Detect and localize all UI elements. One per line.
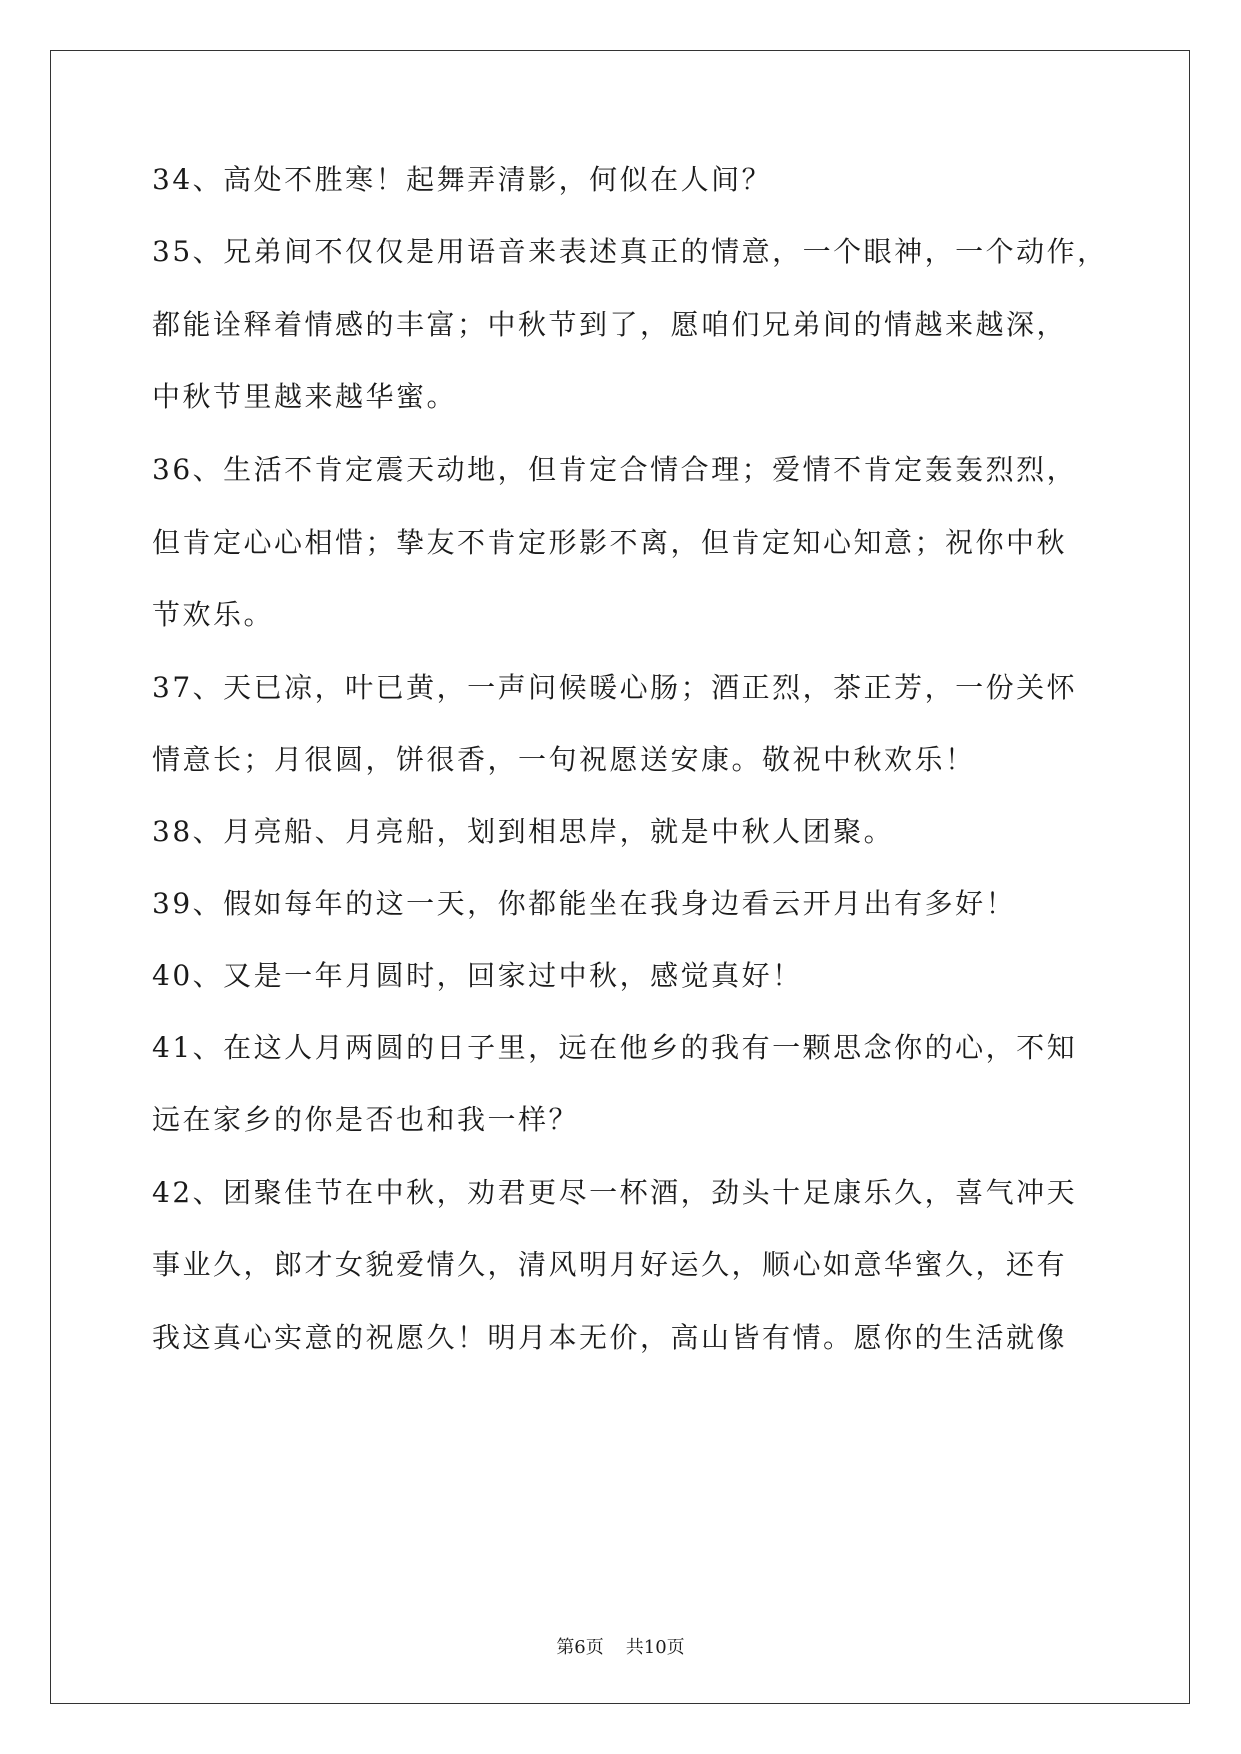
text-line: 35、兄弟间不仅仅是用语音来表述真正的情意，一个眼神，一个动作， <box>152 235 1108 268</box>
page-footer <box>0 1636 1241 1660</box>
page-border <box>50 50 1190 1704</box>
text-line: 36、生活不肯定震天动地，但肯定合情合理；爱情不肯定轰轰烈烈， <box>152 453 1078 486</box>
text-line: 事业久，郎才女貌爱情久，清风明月好运久，顺心如意华蜜久，还有 <box>152 1248 1068 1281</box>
text-line: 42、团聚佳节在中秋，劝君更尽一杯酒，劲头十足康乐久，喜气冲天 <box>152 1176 1078 1209</box>
text-line: 34、高处不胜寒！起舞弄清影，何似在人间？ <box>152 163 773 196</box>
text-line: 远在家乡的你是否也和我一样？ <box>152 1103 580 1136</box>
text-line: 39、假如每年的这一天，你都能坐在我身边看云开月出有多好！ <box>152 887 1017 920</box>
text-line: 但肯定心心相惜；挚友不肯定形影不离，但肯定知心知意；祝你中秋 <box>152 526 1068 559</box>
text-line: 都能诠释着情感的丰富；中秋节到了，愿咱们兄弟间的情越来越深， <box>152 308 1068 341</box>
text-line: 38、月亮船、月亮船，划到相思岸，就是中秋人团聚。 <box>152 815 895 848</box>
text-line: 41、在这人月两圆的日子里，远在他乡的我有一颗思念你的心，不知 <box>152 1031 1078 1064</box>
text-line: 中秋节里越来越华蜜。 <box>152 380 458 413</box>
text-line: 情意长；月很圆，饼很香，一句祝愿送安康。敬祝中秋欢乐！ <box>152 743 976 776</box>
text-line: 节欢乐。 <box>152 598 275 631</box>
text-line: 我这真心实意的祝愿久！明月本无价，高山皆有情。愿你的生活就像 <box>152 1321 1068 1354</box>
text-line: 40、又是一年月圆时，回家过中秋，感觉真好！ <box>152 959 803 992</box>
page-total: 共10页 <box>625 1637 685 1658</box>
text-line: 37、天已凉，叶已黄，一声问候暖心肠；酒正烈，茶正芳，一份关怀 <box>152 671 1078 704</box>
page-number: 第6页 <box>556 1637 604 1658</box>
